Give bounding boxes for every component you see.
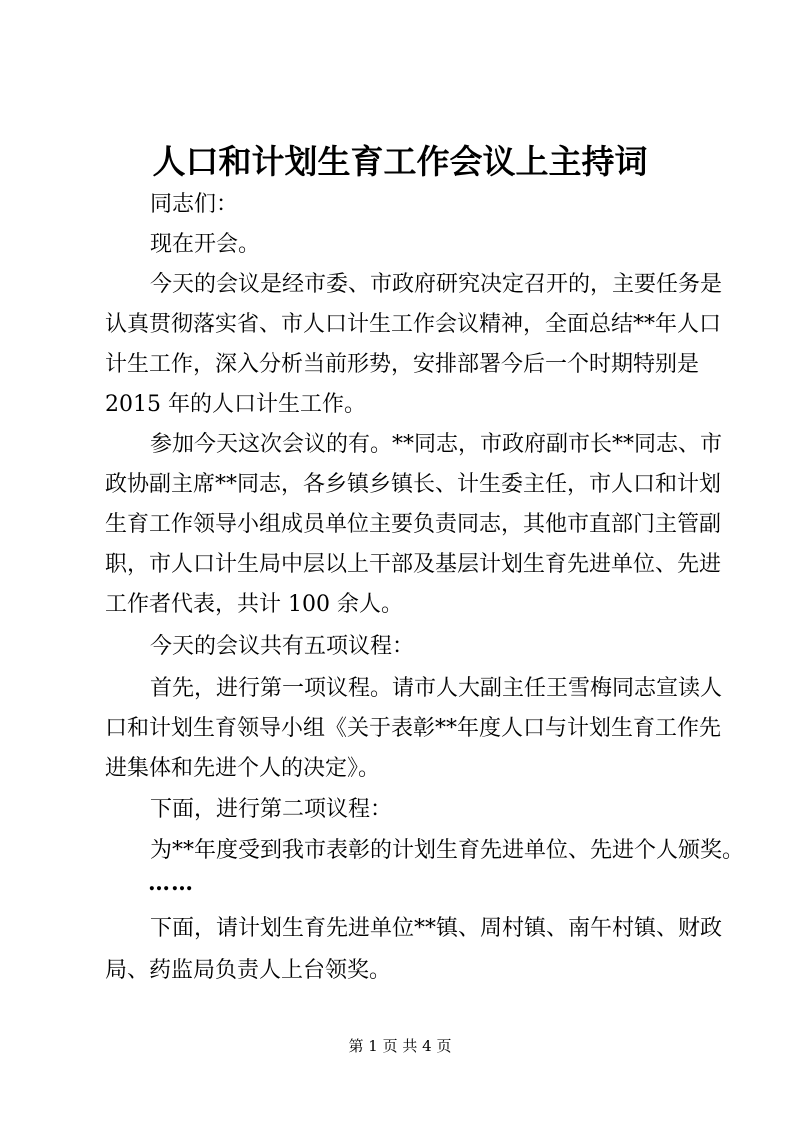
body-line: 现在开会。: [150, 232, 261, 257]
body-line: 同志们：: [150, 192, 239, 217]
body-line: 进集体和先进个人的决定》。: [105, 756, 381, 781]
body-line: 计生工作，深入分析当前形势，安排部署今后一个时期特别是: [105, 352, 700, 377]
body-line: 工作者代表，共计 100 余人。: [105, 592, 403, 617]
body-line: 下面，进行第二项议程：: [150, 797, 393, 822]
body-line: 2015 年的人口计生工作。: [105, 392, 366, 417]
body-line: 今天的会议是经市委、市政府研究决定召开的，主要任务是: [150, 272, 723, 297]
ellipsis-line: ……: [148, 870, 194, 896]
body-line: 下面，请计划生育先进单位**镇、周村镇、南午村镇、财政: [150, 916, 723, 941]
body-line: 生育工作领导小组成员单位主要负责同志，其他市直部门主管副: [105, 512, 722, 537]
body-line: 今天的会议共有五项议程：: [150, 634, 415, 659]
body-line: 认真贯彻落实省、市人口计生工作会议精神，全面总结**年人口: [105, 312, 722, 337]
body-line: 口和计划生育领导小组《关于表彰**年度人口与计划生育工作先: [105, 716, 722, 741]
page-number-footer: 第 1 页 共 4 页: [348, 1037, 452, 1055]
body-line: 首先，进行第一项议程。请市人大副主任王雪梅同志宣读人: [150, 676, 723, 701]
body-line: 为**年度受到我市表彰的计划生育先进单位、先进个人颁奖。: [150, 838, 745, 863]
body-line: 参加今天这次会议的有。**同志，市政府副市长**同志、市: [150, 432, 723, 457]
body-line: 局、药监局负责人上台领奖。: [105, 958, 392, 983]
body-line: 职，市人口计生局中层以上干部及基层计划生育先进单位、先进: [105, 552, 722, 577]
document-title: 人口和计划生育工作会议上主持词: [152, 142, 648, 181]
body-line: 政协副主席**同志，各乡镇乡镇长、计生委主任，市人口和计划: [105, 472, 722, 497]
